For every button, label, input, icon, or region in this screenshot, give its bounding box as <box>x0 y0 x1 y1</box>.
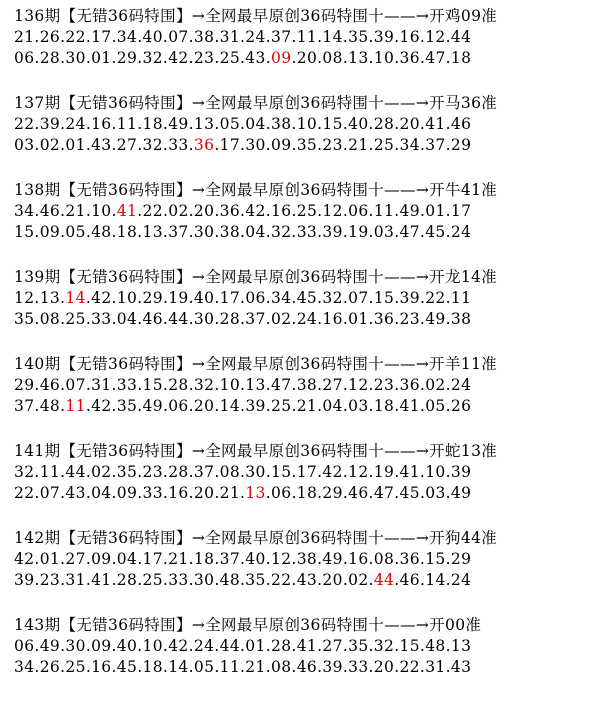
prediction-document <box>14 6 592 702</box>
numbers-text: .06.18.29.46.47.45.03.49 <box>265 484 472 502</box>
number-row <box>14 657 592 678</box>
numbers-text: .42.10.29.19.40.17.06.34.45.32.07.15.39.22.11 <box>85 289 472 307</box>
period-139-entry <box>14 267 592 330</box>
number-row <box>14 396 592 417</box>
number-row <box>14 375 592 396</box>
numbers-text: 39.23.31.41.28.25.33.30.48.35.22.43.20.02. <box>14 571 374 589</box>
number-row <box>14 114 592 135</box>
winning-number: 13 <box>245 484 266 502</box>
numbers-text: .20.08.13.10.36.47.18 <box>291 49 472 67</box>
period-title: 137期【无错36码特围】→全网最早原创36码特围十——→开马36准 <box>14 94 498 112</box>
numbers-text: .42.35.49.06.20.14.39.25.21.04.03.18.41.05.26 <box>85 397 472 415</box>
winning-number: 09 <box>271 49 292 67</box>
numbers-text: 42.01.27.09.04.17.21.18.37.40.12.38.49.16.08.36.15.29 <box>14 550 472 568</box>
period-title: 136期【无错36码特围】→全网最早原创36码特围十——→开鸡09准 <box>14 7 498 25</box>
period-141-entry <box>14 441 592 504</box>
number-row <box>14 201 592 222</box>
number-row <box>14 27 592 48</box>
winning-number: 44 <box>373 571 395 589</box>
numbers-text: .17.30.09.35.23.21.25.34.37.29 <box>214 136 472 154</box>
period-title: 140期【无错36码特围】→全网最早原创36码特围十——→开羊11准 <box>14 355 498 373</box>
number-row <box>14 135 592 156</box>
number-row <box>14 483 592 504</box>
period-142-entry <box>14 528 592 591</box>
numbers-text: 15.09.05.48.18.13.37.30.38.04.32.33.39.19.03.47.45.24 <box>14 223 472 241</box>
numbers-text: 32.11.44.02.35.23.28.37.08.30.15.17.42.12.19.41.10.39 <box>14 463 472 481</box>
period-138-entry <box>14 180 592 243</box>
period-title: 142期【无错36码特围】→全网最早原创36码特围十——→开狗44准 <box>14 529 498 547</box>
numbers-text: 22.39.24.16.11.18.49.13.05.04.38.10.15.40.28.20.41.46 <box>14 115 472 133</box>
numbers-text: 34.46.21.10. <box>14 202 117 220</box>
numbers-text: 03.02.01.43.27.32.33. <box>14 136 194 154</box>
numbers-text: .22.02.20.36.42.16.25.12.06.11.49.01.17 <box>137 202 472 220</box>
number-row <box>14 462 592 483</box>
number-row <box>14 636 592 657</box>
period-title: 143期【无错36码特围】→全网最早原创36码特围十——→开00准 <box>14 616 482 634</box>
number-row <box>14 288 592 309</box>
number-row <box>14 570 592 591</box>
winning-number: 14 <box>65 289 86 307</box>
period-title: 138期【无错36码特围】→全网最早原创36码特围十——→开牛41准 <box>14 181 498 199</box>
period-title: 139期【无错36码特围】→全网最早原创36码特围十——→开龙14准 <box>14 268 498 286</box>
numbers-text: .46.14.24 <box>394 571 472 589</box>
numbers-text: 37.48. <box>14 397 66 415</box>
numbers-text: 12.13. <box>14 289 66 307</box>
period-137-entry <box>14 93 592 156</box>
winning-number: 36 <box>193 136 215 154</box>
period-136-entry <box>14 6 592 69</box>
numbers-text: 29.46.07.31.33.15.28.32.10.13.47.38.27.12.23.36.02.24 <box>14 376 472 394</box>
period-title: 141期【无错36码特围】→全网最早原创36码特围十——→开蛇13准 <box>14 442 498 460</box>
period-143-entry <box>14 615 592 678</box>
numbers-text: 21.26.22.17.34.40.07.38.31.24.37.11.14.35.39.16.12.44 <box>14 28 472 46</box>
number-row <box>14 48 592 69</box>
numbers-text: 06.28.30.01.29.32.42.23.25.43. <box>14 49 272 67</box>
number-row <box>14 549 592 570</box>
winning-number: 11 <box>65 397 86 415</box>
numbers-text: 35.08.25.33.04.46.44.30.28.37.02.24.16.01.36.23.49.38 <box>14 310 472 328</box>
number-row <box>14 222 592 243</box>
winning-number: 41 <box>116 202 138 220</box>
numbers-text: 22.07.43.04.09.33.16.20.21. <box>14 484 246 502</box>
numbers-text: 34.26.25.16.45.18.14.05.11.21.08.46.39.33.20.22.31.43 <box>14 658 472 676</box>
numbers-text: 06.49.30.09.40.10.42.24.44.01.28.41.27.35.32.15.48.13 <box>14 637 472 655</box>
period-140-entry <box>14 354 592 417</box>
number-row <box>14 309 592 330</box>
